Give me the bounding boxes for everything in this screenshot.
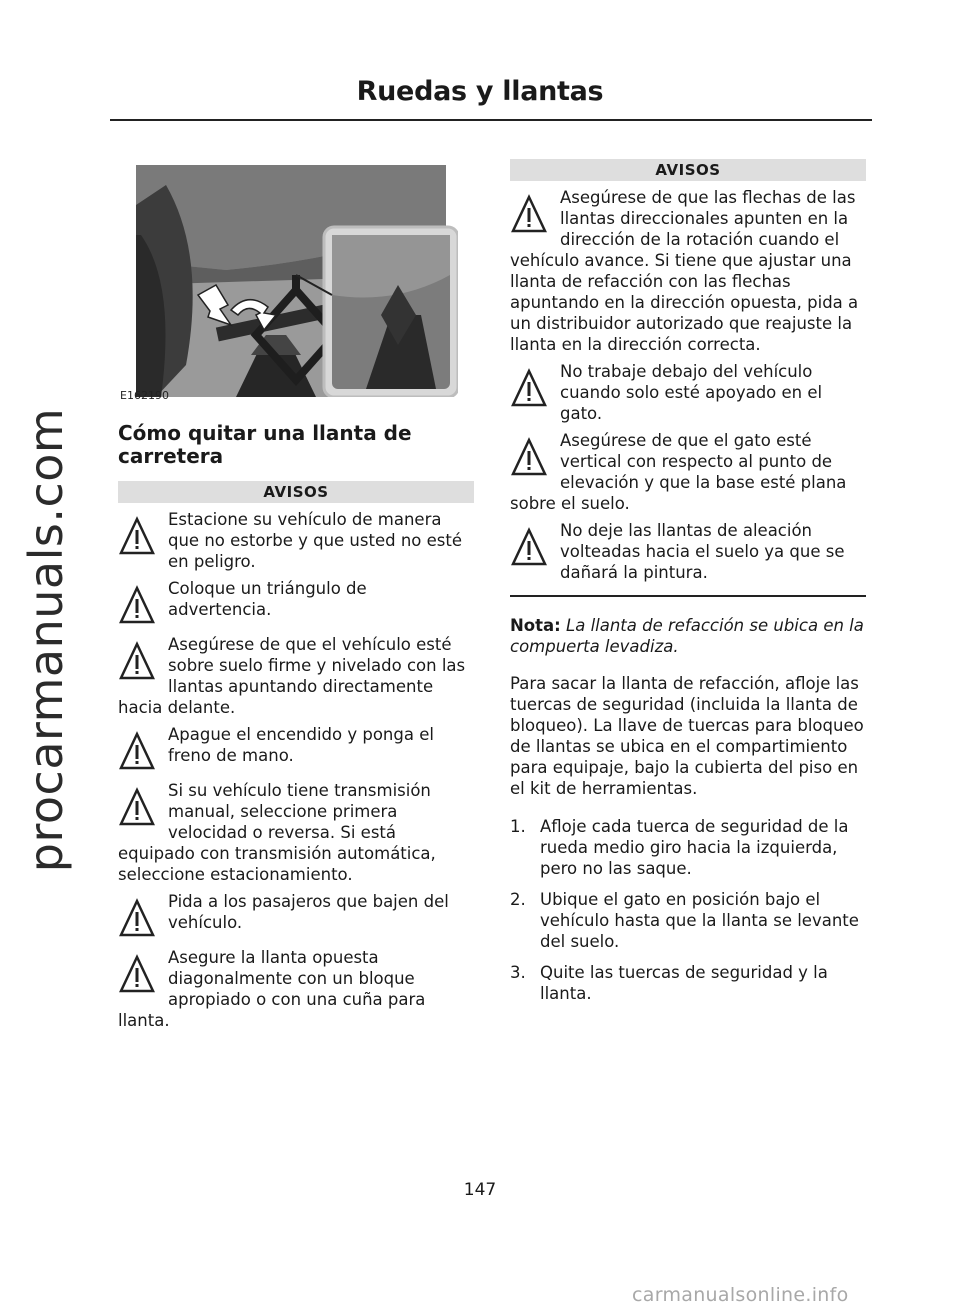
warning-item: Asegúrese de que el gato esté vertical con respecto al punto de elevación y que la base esté plana sobre el suelo.: [510, 431, 847, 513]
warning-triangle-icon: [118, 784, 156, 830]
warning-item: Asegúrese de que las flechas de las llantas direccionales apunten en la dirección de la rotación cuando el vehículo avance. Si tiene que ajustar una llanta de refacción con las flechas apuntando en la dirección opuesta, pida a un distribuidor autorizado que reajuste la llanta en la dirección correcta.: [510, 188, 859, 354]
warning-triangle-icon: [510, 365, 548, 411]
warnings-end-rule: [510, 595, 866, 597]
warning-item: Asegure la llanta opuesta diagonalmente con un bloque apropiado o con una cuña para llanta.: [118, 948, 426, 1030]
list-item: 3. Quite las tuercas de seguridad y la llanta.: [510, 962, 828, 1003]
list-item: 2. Ubique el gato en posición bajo el vehículo hasta que la llanta se levante del suelo.: [510, 889, 859, 951]
body-paragraph: Para sacar la llanta de refacción, afloje las tuercas de seguridad (incluida la llanta de bloqueo). La llave de tuercas para bloqueo de llantas se ubica en el compartimiento para equipaje, bajo la cubierta del piso en el kit de herramientas.: [510, 674, 864, 798]
note-label: Nota:: [510, 615, 561, 635]
section-heading: Cómo quitar una llanta de carretera: [118, 421, 412, 468]
figure-id: E162190: [120, 389, 169, 402]
header-rule: [110, 119, 872, 121]
warning-item: No trabaje debajo del vehículo cuando solo esté apoyado en el gato.: [510, 361, 866, 424]
right-column: [510, 159, 866, 1014]
steps-list: [510, 816, 866, 1004]
warning-item: Si su vehículo tiene transmisión manual, seleccione primera velocidad o reversa. Si está equipado con transmisión automática, seleccione estacionamiento.: [118, 781, 436, 884]
warning-triangle-icon: [118, 951, 156, 997]
warnings-title: AVISOS: [118, 481, 474, 503]
warning-item: Asegúrese de que el vehículo esté sobre suelo firme y nivelado con las llantas apuntando directamente hacia delante.: [118, 635, 466, 717]
warning-triangle-icon: [510, 434, 548, 480]
warning-triangle-icon: [118, 513, 156, 559]
warning-triangle-icon: [118, 728, 156, 774]
warnings-title: AVISOS: [510, 159, 866, 181]
page-number: 147: [463, 1180, 497, 1200]
warning-item: No deje las llantas de aleación volteadas hacia el suelo ya que se dañará la pintura.: [510, 520, 866, 583]
warning-item: Estacione su vehículo de manera que no estorbe y que usted no esté en peligro.: [118, 509, 474, 572]
warning-triangle-icon: [510, 524, 548, 570]
note: [510, 615, 866, 657]
page-title: Ruedas y llantas: [356, 76, 604, 107]
bottom-watermark: carmanualsonline.info: [632, 1284, 849, 1306]
note-text: La llanta de refacción se ubica en la compuerta levadiza.: [510, 615, 864, 656]
warning-item: Apague el encendido y ponga el freno de mano.: [118, 724, 474, 774]
warning-item: Pida a los pasajeros que bajen del vehículo.: [118, 891, 474, 941]
warning-triangle-icon: [118, 582, 156, 628]
side-watermark: procarmanuals.com: [19, 407, 73, 873]
jack-illustration: [136, 165, 458, 397]
warning-triangle-icon: [118, 895, 156, 941]
warnings-left: [118, 481, 474, 1031]
warning-item: Coloque un triángulo de advertencia.: [118, 578, 474, 628]
warning-triangle-icon: [118, 638, 156, 684]
list-item: 1. Afloje cada tuerca de seguridad de la rueda medio giro hacia la izquierda, pero no las saque.: [510, 816, 849, 878]
warning-triangle-icon: [510, 191, 548, 237]
